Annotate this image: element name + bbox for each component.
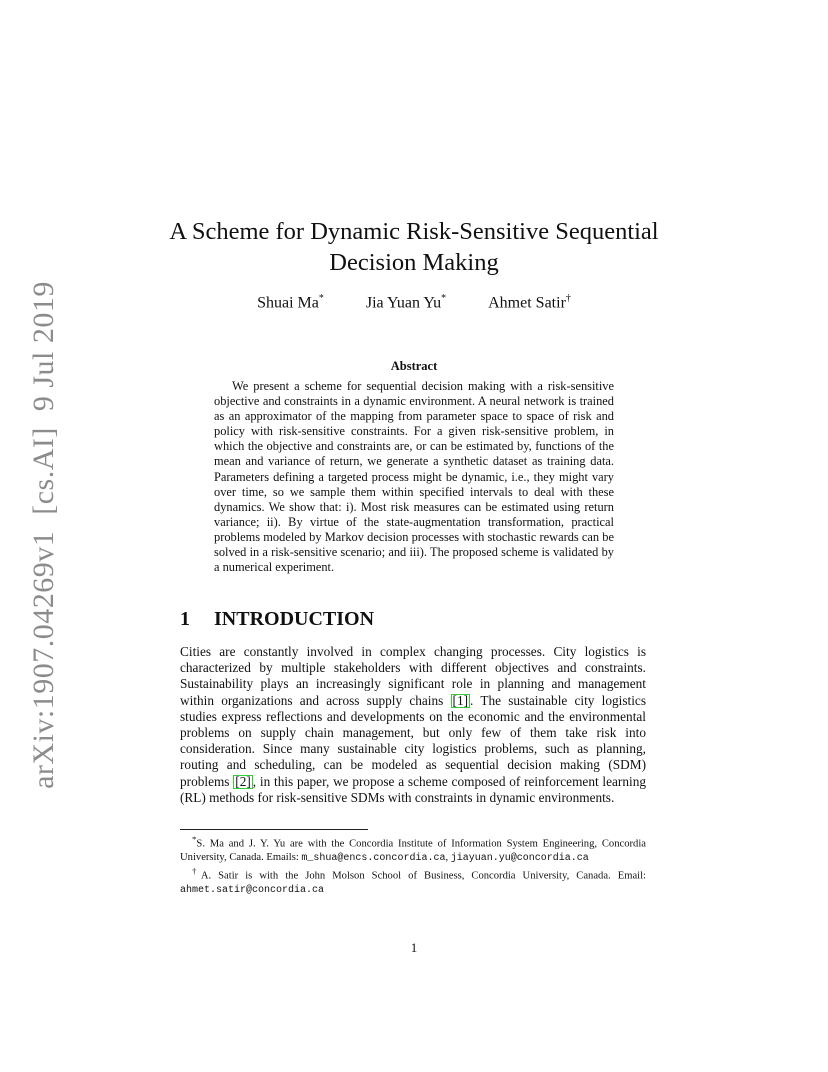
author [488,293,571,312]
introduction-body [180,644,646,806]
author-mark: * [441,293,447,304]
author [257,293,324,312]
section-heading [180,608,374,631]
email-address[interactable]: m_shua@encs.concordia.ca [301,852,446,864]
footnote-text: S. Ma and J. Y. Yu are with the Concordia Institute of Information System Engineering, Concordia University, Canada. Emails: [180,838,646,863]
email-address[interactable]: ahmet.satir@concordia.ca [180,884,325,896]
arxiv-identifier: arXiv:1907.04269v1 [cs.AI] 9 Jul 2019 [27,281,60,789]
footnote: *S. Ma and J. Y. Yu are with the Concordia Institute of Information System Engineering, Concordia University, Canada. Emails: m_shua@encs.concordia.ca, jiayuan.yu@concordia.ca [180,834,646,864]
section-number: 1 [180,608,190,630]
citation-link[interactable]: [1] [452,692,469,708]
abstract-heading: Abstract [390,359,438,373]
section-title: INTRODUCTION [214,608,375,630]
author-list [150,293,678,312]
intro-text-part: . The sustainable city logistics studies express reflections and developments on the economic and the environmental problems on supply chain management, but only few of them take risk into consideration. Since many sustainable city logistics problems, such as planning, routing and scheduling, can be modeled as sequential decision making (SDM) problems [180,692,646,789]
footnote [180,865,646,897]
email-address[interactable]: jiayuan.yu@concordia.ca [450,852,589,864]
footnote-mark: * [192,834,197,844]
page-number: 1 [410,940,418,955]
author-mark: † [565,293,571,304]
citation-link[interactable]: [2] [235,773,251,789]
footnote-divider [180,829,368,830]
author-name: Shuai Ma [257,294,319,312]
author [366,293,446,312]
paper-title: A Scheme for Dynamic Risk-Sensitive Sequential Decision Making [169,218,659,276]
abstract-body: We present a scheme for sequential decision making with a risk-sensitive objective and constraints in a dynamic environment. A neural network is trained as an approximator of the mapping from parameter space to space of risk and policy with risk-sensitive constraints. For a given risk-sensitive problem, in which the objective and constraints are, or can be estimated by, functions of the mean and variance of return, we generate a synthetic dataset as training data. Parameters defining a targeted process might be dynamic, i.e., they might vary over time, so we sample them within specified intervals to deal with these dynamics. We show that: i). Most risk measures can be estimated using return variance; ii). By virtue of the state-augmentation transformation, practical problems modeled by Markov decision processes with stochastic rewards can be solved in a risk-sensitive scenario; and iii). The proposed scheme is validated by a numerical experiment. [214,379,614,575]
author-mark: * [318,293,324,304]
footnote-text: A. Satir is with the John Molson School of Business, Concordia University, Canada. Email: [200,870,646,882]
footnotes [180,833,646,897]
intro-text-part: , in this paper, we propose a scheme composed of reinforcement learning (RL) methods for risk-sensitive SDMs with constraints in dynamic environments. [180,773,647,805]
intro-text-part: Cities are constantly involved in complex changing processes. City logistics is characterized by multiple stakeholders with different objectives and constraints. Sustainability plays an increasingly significant role in planning and management within organizations and across supply chains [180,644,646,708]
author-name: Ahmet Satir [488,294,566,312]
footnote-mark: † [192,865,201,876]
author-name: Jia Yuan Yu [365,294,442,312]
